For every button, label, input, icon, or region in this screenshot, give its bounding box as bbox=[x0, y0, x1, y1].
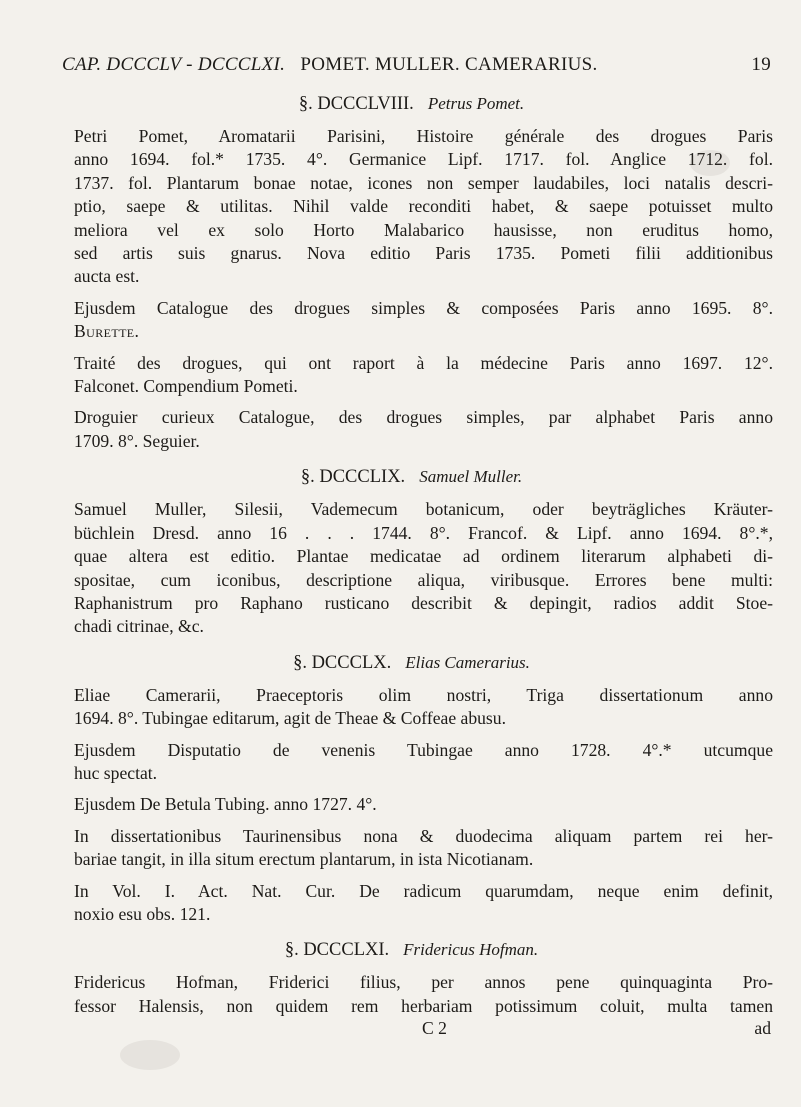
section-heading: §. DCCCLX. Elias Camerarius. bbox=[293, 652, 530, 673]
running-head-title: CAP. DCCCLV - DCCCLXI. POMET. MULLER. CAMERARIUS. bbox=[62, 54, 598, 75]
section-heading: §. DCCCLIX. Samuel Muller. bbox=[300, 467, 523, 488]
paper-stain bbox=[690, 150, 730, 176]
paragraph: Fridericus Hofman, Friderici filius, per annos pene quinquaginta Pro- fessor Halensis, non quidem rem herbariam potissimum coluit, multa tamen bbox=[74, 972, 773, 1016]
catchword: ad bbox=[754, 1018, 771, 1039]
paragraph: Traité des drogues, qui ont raport à la médecine Paris anno 1697. 12°. Falconet. Compendium Pometi. bbox=[74, 352, 773, 397]
section-heading: §. DCCCLXI. Fridericus Hofman. bbox=[284, 940, 539, 961]
paragraph: Droguier curieux Catalogue, des drogues simples, par alphabet Paris anno 1709. 8°. Seguier. bbox=[74, 407, 773, 451]
paragraph: Eliae Camerarii, Praeceptoris olim nostri, Triga dissertationum anno 1694. 8°. Tubingae editarum, agit de Theae & Coffeae abusu. bbox=[74, 684, 773, 729]
paragraph: Samuel Muller, Silesii, Vademecum botanicum, oder beyträgliches Kräuter- büchlein Dresd. anno 16 . . . 1744. 8°. Francof. & Lipf. anno 1694. 8°.*, quae altera est editio. Plantae medicatae ad ordinem literarum alphabeti di- spositae, cum iconibus, descriptione aliqua, viribusque. Errores bene multi: Raphanistrum pro Raphano rusticano describit & depingit, radios addit Stoe- chadi citrinae, &c. bbox=[74, 499, 773, 637]
paragraph: Ejusdem Disputatio de venenis Tubingae anno 1728. 4°.* utcumque huc spectat. bbox=[74, 739, 773, 783]
paragraph: Ejusdem De Betula Tubing. anno 1727. 4°. bbox=[74, 794, 377, 815]
signature-mark: C 2 bbox=[422, 1018, 447, 1039]
paragraph: In Vol. I. Act. Nat. Cur. De radicum quarumdam, neque enim definit, noxio esu obs. 121. bbox=[74, 880, 773, 924]
running-head bbox=[50, 54, 773, 94]
paragraph: Petri Pomet, Aromatarii Parisini, Histoire générale des drogues Paris anno 1694. fol.* 1735. 4°. Germanice Lipf. 1717. fol. Anglice 1712. fol. 1737. fol. Plantarum bonae notae, icones non semper laudabiles, loci natalis descri- ptio, saepe & utilitas. Nihil valde reconditi habet, & saepe potuisset multo meliora vel ex solo Horto Malabarico hausisse, non eruditus homo, sed artis suis gnarus. Nova editio Paris 1735. Pometi filii additionibus aucta est. bbox=[74, 126, 773, 287]
paragraph: In dissertationibus Taurinensibus nona & duodecima aliquam partem rei her- bariae tangit, in illa situm erectum plantarum, in ista Nicotianam. bbox=[74, 825, 773, 870]
section-heading: §. DCCCLVIII. Petrus Pomet. bbox=[298, 94, 525, 114]
paper-stain bbox=[120, 1040, 180, 1070]
paragraph: Ejusdem Catalogue des drogues simples & composées Paris anno 1695. 8°. Burette. bbox=[74, 297, 773, 342]
page-number: 19 bbox=[751, 54, 771, 75]
page-footer bbox=[50, 1018, 773, 1042]
